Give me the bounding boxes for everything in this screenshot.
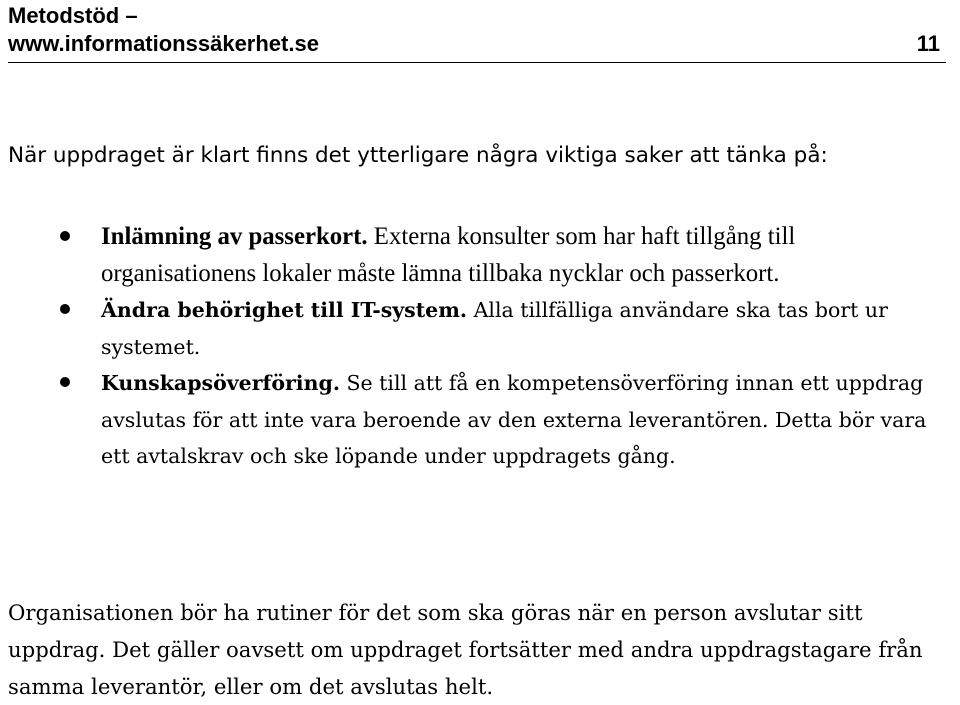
bullet-icon [60, 377, 70, 387]
bullet-icon [60, 231, 70, 241]
checklist [0, 219, 960, 475]
list-item-text: Se till att få en kompetensöverföring innan ett uppdrag avslutas för att inte vara beroende av den externa leverantören. Detta bör vara ett avtalskrav och ske löpande under uppdragets gång. [101, 371, 927, 468]
list-item [0, 219, 951, 292]
header-site-url: www.informationssäkerhet.se [8, 31, 319, 56]
page-header [8, 2, 946, 63]
closing-paragraph: Organisationen bör ha rutiner för det som ska göras när en person avslutar sitt uppdrag. Det gäller oavsett om uppdraget fortsätter med andra uppdragstagare från samma leverantör, eller om det avslutas helt. [8, 600, 923, 699]
page-number: 11 [916, 31, 940, 56]
intro-paragraph: När uppdraget är klart finns det ytterligare några viktiga saker att tänka på: [8, 143, 828, 168]
list-item-text: Alla tillfälliga användare ska tas bort ur systemet. [101, 298, 888, 359]
list-item [0, 365, 951, 475]
bullet-icon [60, 304, 70, 314]
list-item [0, 292, 951, 365]
list-item-title: Ändra behörighet till IT-system. [101, 298, 468, 322]
list-item-title: Inlämning av passerkort. [101, 223, 368, 250]
header-section-title: Metodstöd – [8, 3, 138, 28]
list-item-text: Externa konsulter som har haft tillgång till organisationens lokaler måste lämna tillbaka nycklar och passerkort. [101, 223, 796, 287]
list-item-title: Kunskapsöverföring. [101, 371, 340, 395]
